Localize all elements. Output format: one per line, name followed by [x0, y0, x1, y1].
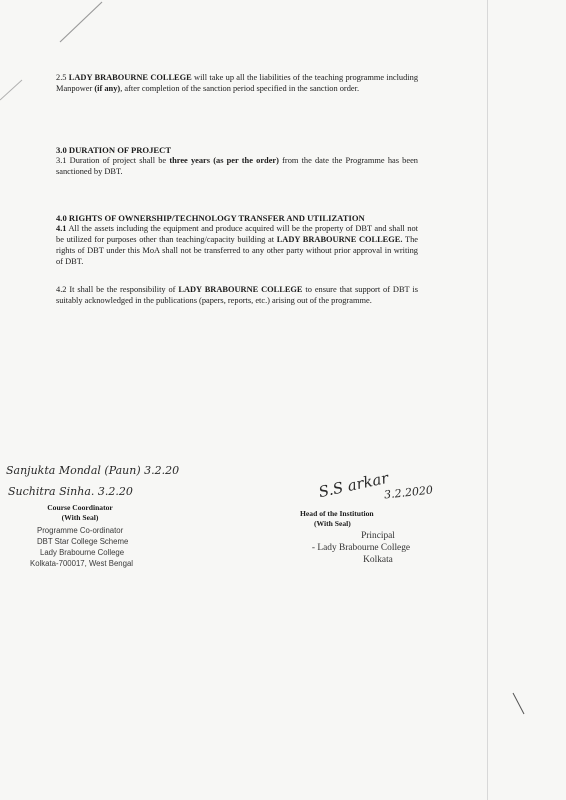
clause-text: from the date the Programme has been sanctioned by DBT.: [56, 156, 418, 176]
section-3-heading: 3.0 DURATION OF PROJECT: [56, 145, 172, 155]
section-4-heading: 4.0 RIGHTS OF OWNERSHIP/TECHNOLOGY TRANSFER AND UTILIZATION: [56, 213, 365, 223]
clause-text: will take up all the liabilities of the teaching programme including Manpower: [56, 73, 419, 93]
principal-stamp-college: Lady Brabourne College: [317, 543, 411, 553]
signature-date: 3.2.2020: [383, 483, 434, 502]
clause-text: , after completion of the sanction period specified in the sanction order.: [120, 83, 360, 93]
clause-3-1: [56, 156, 418, 178]
course-coordinator-seal-label: (With Seal): [61, 513, 99, 522]
head-seal-label: (With Seal): [314, 519, 351, 528]
coordinator-stamp-line1: Programme Co-ordinator: [37, 526, 124, 535]
college-name: LADY BRABOURNE COLLEGE: [68, 73, 192, 82]
clause-4-1: [56, 224, 418, 268]
signature-head-of-institution: S.S arkar: [316, 468, 390, 502]
signature-course-coordinator-1: Sanjukta Mondal (Paun) 3.2.20: [6, 464, 180, 477]
clause-text: 4.2 It shall be the responsibility of: [56, 285, 179, 294]
principal-stamp-line2: - Lady Brabourne College: [311, 543, 411, 553]
head-of-institution-label: Head of the Institution: [300, 509, 374, 518]
clause-text: The rights of DBT under this MoA shall not be transferred to any other party without prior approval in writing of DBT.: [56, 234, 418, 266]
coordinator-stamp-line4: Kolkata-700017, West Bengal: [30, 559, 134, 568]
clause-2-5: [56, 73, 418, 95]
college-name: LADY BRABOURNE COLLEGE: [178, 285, 303, 294]
course-coordinator-label: Course Coordinator: [47, 503, 113, 512]
clause-text: to ensure that support of DBT is suitably acknowledged in the publications (papers, reports, etc.) arising out of the programme.: [56, 285, 419, 305]
principal-stamp-line1: Principal: [361, 531, 395, 541]
principal-stamp-line3: Kolkata: [363, 555, 393, 565]
clause-text: All the assets including the equipment and produce acquired will be the property of DBT and shall not be utilized for purposes other than teaching/capacity building at: [56, 224, 418, 244]
scan-edge-line: [487, 0, 488, 800]
coordinator-stamp-line3: Lady Brabourne College: [40, 548, 125, 557]
clause-number: 4.1: [56, 224, 67, 233]
clause-4-2: [56, 285, 418, 307]
scan-mark: [510, 690, 530, 720]
clause-emphasis: three years (as per the order): [169, 156, 279, 165]
signature-course-coordinator-2: Suchitra Sinha. 3.2.20: [8, 485, 133, 498]
college-name: LADY BRABOURNE COLLEGE.: [276, 234, 403, 244]
clause-emphasis: (if any): [94, 83, 121, 93]
clause-number: 2.5: [56, 73, 69, 82]
coordinator-stamp-line2: DBT Star College Scheme: [37, 537, 129, 546]
clause-text: 3.1 Duration of project shall be: [56, 156, 170, 165]
